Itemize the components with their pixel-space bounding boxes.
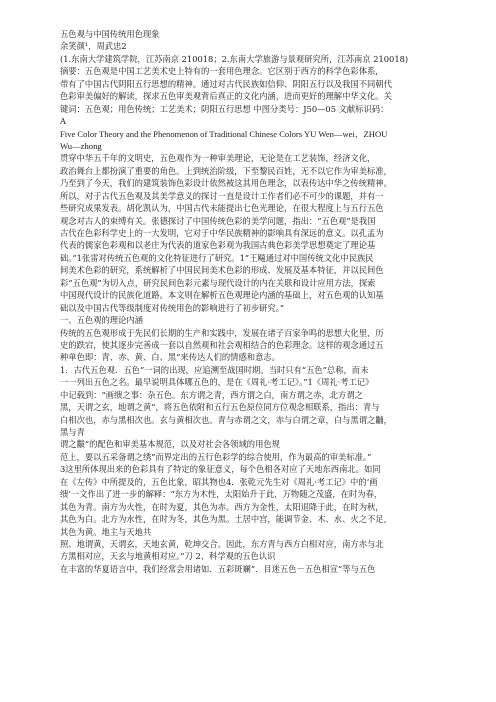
body-line: 础。”1张雷对传统五色观的文化特征进行了研究。1”王飚通过对中国传统文化中民族民 (60, 252, 374, 263)
affiliations: (1.东南大学建筑学院，江苏南京 210018；2.东南大学旅游与景观研究所，江苏南京 210018) (60, 53, 409, 64)
body-line: 观念对古人的束缚有关。张德探讨了中国传统色彩的美学问题，指出：“五色观”是我国 (60, 215, 376, 226)
body-line: 黑与青 (60, 427, 85, 437)
body-line: 方黑相对应，天玄与地黄相对应。”刀 2、科学观的五色认识 (60, 551, 276, 562)
document-page (60, 28, 438, 575)
authors: 余笑颜¹，周武忠2 (60, 41, 127, 52)
doc-code: A (60, 116, 66, 127)
abstract-line: 色彩审美偏好的解读，探求五色审美观背后真正的文化内涵，进而更好的理解中华文化。关 (60, 91, 392, 102)
body-line: 础以及中国古代等级制度对传统用色的影响进行了初步研究。” (60, 302, 285, 313)
body-line: 1．古代五色观．五色”一词的出现，应追溯至战国时期。当时只有“五色”总称，而未 (60, 364, 369, 375)
body-line: 谓之黻”的配色和审美基本规范，以及对社会各领域的用色规 (60, 439, 280, 450)
body-line: 照、地谓黄，天谓玄，天地玄黄，乾坤交合。因此，东方青与西方白相对应，南方赤与北 (60, 538, 384, 549)
body-line: 在《左传》中所提及的，五色比象，昭其物也4．张乾元先生对《周礼·考工记》中的‘画 (60, 476, 378, 487)
body-line: 其色为白。北方为水性，在时为冬，其色为黑。土居中宫，能调节金、木、水、火之不足， (60, 514, 392, 525)
english-title: Five Color Theory and the Phenomenon of Traditional Chinese Colors YU Wen—wei，ZHOU (60, 128, 388, 139)
body-line: 3这里所体现出来的色彩具有了特定的象征意义，每个色相各对应了天地东西南北。如同 (60, 464, 381, 475)
article-title: 五色观与中国传统用色现象 (60, 29, 160, 39)
body-line: 中国现代设计的民族化道路。本文则在解析五色观理论内涵的基础上，对五色观的认知基 (60, 290, 384, 301)
body-line: 些研究成果发表。胡化凯认为，中国古代未能提出七色光理论，在很大程度上与五行五色 (60, 203, 384, 214)
body-line: 一一列出五色之名。最早说明具体哪五色的，是在《周礼·考工记》。”1《周礼·考工记》 (60, 377, 374, 388)
body-line: 黑，天谓之玄，地谓之黄”，将五色依附和五行五色原位同方位观念相联系，指出：青与 (60, 402, 380, 413)
body-line: 其色为黄。地主与天地共 (60, 526, 152, 537)
body-line: 史的跌宕，使其逐步完善成一套以自然观和社会观相结合的色彩理念。这样的观念通过五 (60, 339, 384, 350)
body-line: 缋’一文作出了进一步的解释：“东方为木性，太阳始升于此，万物随之茂盛，在时为春， (60, 489, 383, 500)
body-line: 代表的儒家色彩观和以老庄为代表的道家色彩观为我国古典色彩美学思想奠定了理论基 (60, 240, 376, 251)
english-title-cont: Wu—zhong (60, 140, 102, 151)
body-line: 彩“五色观”为切入点，研究民间色彩元素与现代设计的内在关联和设计应用方法，探索 (60, 277, 376, 288)
body-line: 政治舞台上都扮演了重要的角色。上到统治阶级，下至黎民百姓，无不以它作为审美标准， (60, 165, 392, 176)
body-line: 其色为青。南方为火性，在时为夏，其色为赤。西方为金性，太阳退降于此，在时为秋， (60, 501, 384, 512)
body-line: 间美术色彩的研究，系统解析了中国民间美术色彩的形成、发展及基本特征，并以民间色 (60, 265, 384, 276)
keywords-line: 键词：五色观；用色传统；工艺美术；阴阳五行思想 中图分类号：J50—05 文献标识码： (60, 103, 389, 114)
body-line: 范上，要以五采备谓之绣”而界定出的五行色彩学的综合使用，作为最高的审美标准。” (60, 451, 372, 462)
body-line: 贯穿中华五千年的文明史，五色观作为一种审美理论，无论是在工艺装饰，经济文化， (60, 153, 376, 164)
body-line: 种单色即：青、赤、黄、白、黑”来传达人们的情感和意志。 (60, 352, 280, 363)
body-line: 乃至到了今天，我们的建筑装饰色彩设计依然被这其用色理念，以表传达中华之传统精神。 (60, 178, 392, 189)
body-line: 古代在色彩科学史上的一大发明，它对于中华民族精神的影响具有深远的意义。以孔孟为 (60, 228, 384, 238)
body-line: 在丰富的华夏语言中，我们经常会用诸如．五彩斑斓”．目迷五色－五色相宣”等与五色 (60, 563, 376, 574)
body-line: 中记载到：“画缋之事：杂五色。东方谓之青，西方谓之白，南方谓之赤，北方谓之 (60, 389, 363, 400)
abstract-line: 带有了中国古代阴阳五行思想的精神。通过对古代民族如信仰、阴阳五行以及我国不同朝代 (60, 78, 392, 89)
body-line: 传统的五色观形成于先民们长期的生产和实践中，发展在诸子百家争鸣的思想大化里，历 (60, 327, 384, 338)
body-line: 所以，对于古代五色观及其美学意义的探讨一直是设计工作者们必不可少的课题，并有一 (60, 190, 384, 201)
abstract-line: 摘要：五色观是中国工艺美术史上特有的一套用色理念。它区别于西方的科学色彩体系， (60, 66, 384, 77)
section-heading: 一、五色观的理论内涵 (60, 315, 143, 326)
body-line: 白相次也，赤与黑相次也。玄与黄相次也。青与赤谓之文，赤与白谓之章，白与黑谓之黼， (60, 414, 392, 425)
